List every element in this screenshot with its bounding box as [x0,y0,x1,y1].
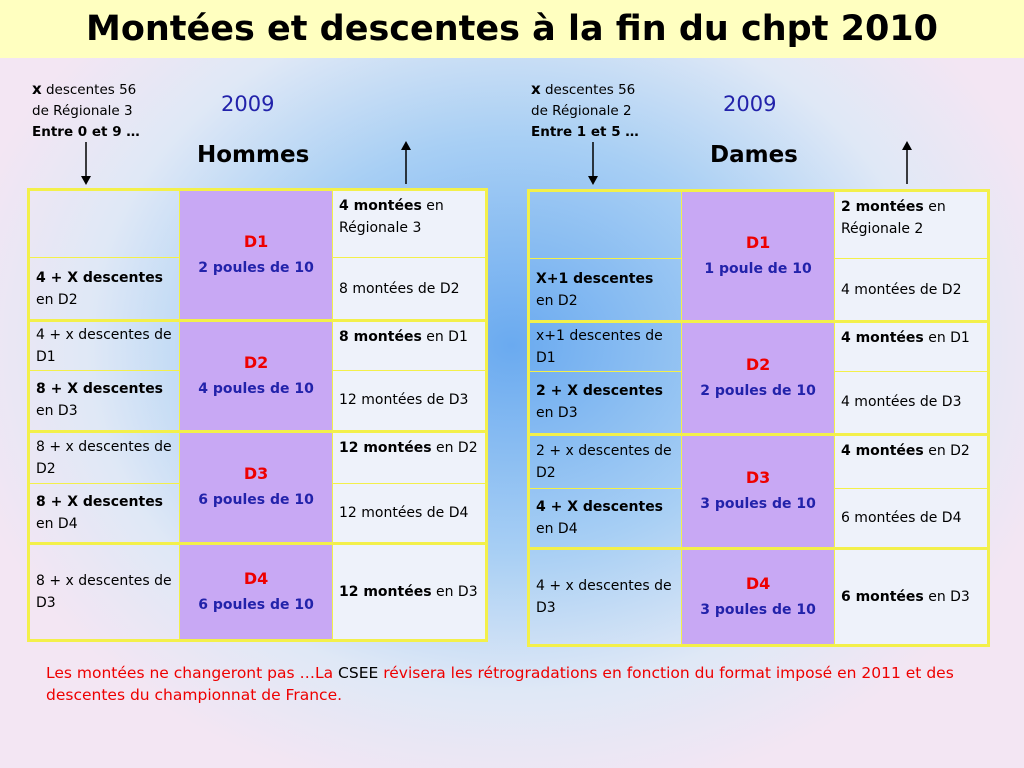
dames-d2-division [682,321,835,434]
dames-d3-name: D3 [745,468,771,488]
dames-d3-right-top-rest: en D2 [923,442,970,459]
dames-d3-left-bottom-bold: 4 + X descentes [536,499,664,516]
dames-down-arrow-icon [585,140,601,186]
hommes-d1-right-top-bold: 4 montées [338,198,422,214]
dames-d3-left-bottom [529,488,682,548]
hommes-d4-left: 8 + x descentes de D3 [29,544,180,641]
hommes-table [27,188,488,642]
dames-d1-left-top [529,191,682,259]
dames-d2-name: D2 [745,354,771,374]
dames-d2-right-top-rest: en D1 [923,329,970,346]
hommes-d1-right-top [332,190,486,258]
hommes-d2-right-bottom: 12 montées de D3 [332,371,486,431]
footer-csee: CSEE [338,664,379,682]
dames-year: 2009 [723,92,777,116]
dames-d1-poules: 1 poule de 10 [704,260,812,277]
dames-d1-left-bottom-rest: en D2 [536,292,578,309]
footer-note [46,662,996,706]
page-title: Montées et descentes à la fin du chpt 2010 [85,9,939,49]
dames-d2-left-bottom-bold: 2 + X descentes [536,383,664,400]
hommes-d2-right-top [332,320,486,370]
hommes-d2-left-top: 4 + x descentes de D1 [29,320,180,370]
title-bar [0,0,1024,58]
hommes-d1-left-top [29,190,180,258]
hommes-d4-right-rest: en D3 [431,584,478,601]
hommes-d2-poules: 4 poules de 10 [198,380,314,397]
hommes-d3-right-top [332,431,486,483]
hommes-d1-right-bottom: 8 montées de D2 [332,258,486,320]
hommes-note-line1: descentes 56 [41,82,137,98]
dames-d1-right-top-bold: 2 montées [840,199,924,215]
hommes-d1-poules: 2 poules de 10 [198,259,314,276]
hommes-note-line3: Entre 0 et 9 … [32,124,140,140]
hommes-d2-left-bottom [29,371,180,431]
dames-note [531,79,639,143]
dames-d2-left-bottom-rest: en D3 [536,405,578,422]
dames-d4-poules: 3 poules de 10 [700,602,816,619]
dames-d4-right-rest: en D3 [923,589,970,606]
dames-d1-left-bottom-bold: X+1 descentes [536,270,654,287]
hommes-d3-poules: 6 poules de 10 [198,492,314,509]
hommes-year: 2009 [221,92,275,116]
dames-d3-right-top [834,434,988,488]
hommes-up-arrow-icon [398,140,414,186]
dames-d1-division [682,191,835,322]
hommes-d4-division [180,544,333,641]
dames-d4-right-bold: 6 montées [840,589,924,606]
dames-d1-left-bottom [529,259,682,321]
hommes-d2-left-bottom-rest: en D3 [36,403,78,420]
hommes-note-line2: de Régionale 3 [32,103,133,119]
hommes-d2-right-top-rest: en D1 [421,328,468,345]
hommes-note [32,79,140,143]
hommes-d2-left-bottom-bold: 8 + X descentes [36,381,164,398]
dames-title: Dames [710,142,798,168]
hommes-d4-name: D4 [243,569,269,589]
dames-d2-left-bottom [529,372,682,434]
dames-note-x: x [531,80,541,98]
hommes-d3-division [180,431,333,544]
hommes-d1-right-top-rest: en Régionale 3 [338,198,444,236]
dames-note-line2: de Régionale 2 [531,103,632,119]
footer-part3: révisera les rétrogradations en fonction du format imposé en 2011 et des descentes du championnat de France. [46,664,954,704]
hommes-d1-division [180,190,333,321]
hommes-d3-left-bottom-bold: 8 + X descentes [36,494,164,511]
dames-d3-right-top-bold: 4 montées [840,442,924,459]
hommes-d1-left-bottom-bold: 4 + X descentes [36,269,164,286]
hommes-d4-right [332,544,486,641]
hommes-d2-name: D2 [243,352,269,372]
dames-up-arrow-icon [899,140,915,186]
dames-note-line1: descentes 56 [540,82,636,98]
dames-d4-name: D4 [745,574,771,594]
dames-d3-left-top: 2 + x descentes de D2 [529,434,682,488]
hommes-d1-left-bottom-rest: en D2 [36,291,78,308]
dames-table [527,189,990,647]
hommes-d1-left-bottom [29,258,180,320]
hommes-note-x: x [32,80,42,98]
dames-d1-right-top-rest: en Régionale 2 [840,199,946,237]
dames-d2-right-top-bold: 4 montées [840,329,924,346]
hommes-d3-right-top-rest: en D2 [431,439,478,456]
footer-part1: Les montées ne changeront pas …La [46,664,339,682]
dames-d3-left-bottom-rest: en D4 [536,521,578,538]
hommes-d3-left-top: 8 + x descentes de D2 [29,431,180,483]
hommes-title: Hommes [197,142,310,168]
hommes-d2-right-top-bold: 8 montées [338,328,422,345]
dames-d2-poules: 2 poules de 10 [700,382,816,399]
dames-d3-poules: 3 poules de 10 [700,496,816,513]
hommes-d3-right-bottom: 12 montées de D4 [332,483,486,543]
dames-d4-left: 4 + x descentes de D3 [529,549,682,646]
dames-d1-right-bottom: 4 montées de D2 [834,259,988,321]
hommes-d3-left-bottom [29,483,180,543]
dames-note-line3: Entre 1 et 5 … [531,124,639,140]
dames-d3-right-bottom: 6 montées de D4 [834,488,988,548]
hommes-down-arrow-icon [78,140,94,186]
dames-d4-division [682,549,835,646]
hommes-d1-name: D1 [243,231,269,251]
hommes-d3-right-top-bold: 12 montées [338,439,432,456]
dames-d4-right [834,549,988,646]
hommes-d2-division [180,320,333,431]
hommes-d4-poules: 6 poules de 10 [198,597,314,614]
dames-d1-name: D1 [745,232,771,252]
dames-d2-left-top: x+1 descentes de D1 [529,321,682,371]
dames-d2-right-top [834,321,988,371]
dames-d3-division [682,434,835,549]
dames-d2-right-bottom: 4 montées de D3 [834,372,988,434]
hommes-d3-name: D3 [243,464,269,484]
hommes-d3-left-bottom-rest: en D4 [36,516,78,533]
hommes-d4-right-bold: 12 montées [338,584,432,601]
dames-d1-right-top [834,191,988,259]
